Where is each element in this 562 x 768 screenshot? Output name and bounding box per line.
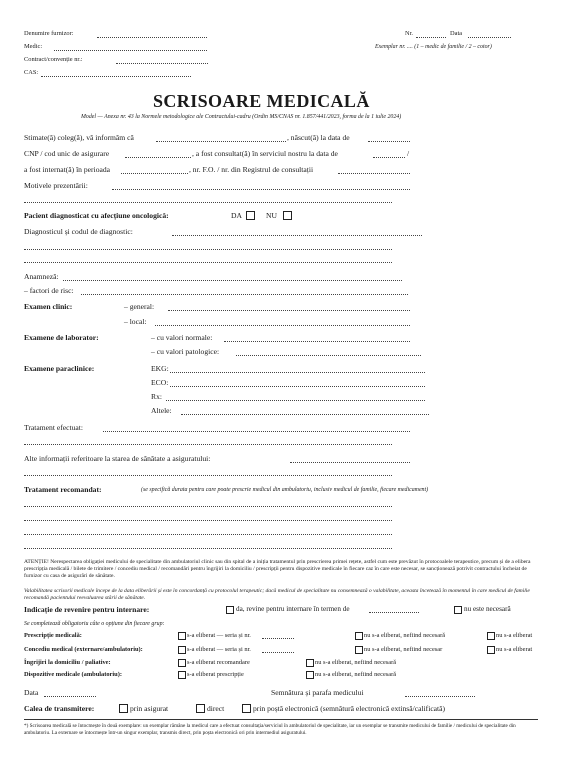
alte-info-field-2[interactable] bbox=[24, 475, 392, 476]
concediu-neeliberat-checkbox[interactable] bbox=[487, 646, 495, 654]
completare-note: Se completează obligatoriu câte o opțiune din fiecare grup: bbox=[24, 621, 165, 627]
concediu-eliberat-checkbox[interactable] bbox=[178, 646, 186, 654]
data-label: Data bbox=[450, 30, 463, 37]
patient-name-field[interactable] bbox=[156, 141, 286, 142]
dispozitive-nenecesara-checkbox[interactable] bbox=[306, 671, 314, 679]
prescriptie-neeliberat-checkbox[interactable] bbox=[487, 632, 495, 640]
ingrijiri-nenecesara-checkbox[interactable] bbox=[306, 659, 314, 667]
contract-label: Contract/convenție nr.: bbox=[24, 56, 83, 63]
rx-label: Rx: bbox=[151, 392, 162, 401]
ingrijiri-nenecesara-label: nu s-a eliberat, nefiind necesară bbox=[315, 659, 397, 666]
clinic-general-field[interactable] bbox=[168, 310, 410, 311]
concediu-nenecesar-checkbox[interactable] bbox=[355, 646, 363, 654]
prescriptie-label: Prescripție medicală: bbox=[24, 632, 82, 639]
revenire-da-label: da, revine pentru internare în termen de bbox=[236, 605, 350, 613]
lab-patologice-field[interactable] bbox=[236, 355, 421, 356]
eco-field[interactable] bbox=[170, 386, 425, 387]
exemplar-note: Exemplar nr. .... (1 – medic de familie / 2 – cotor) bbox=[375, 44, 492, 50]
oncologic-da-label: DA bbox=[231, 211, 242, 220]
paraclinice-label: Examene paraclinice: bbox=[24, 364, 95, 373]
revenire-da-checkbox[interactable] bbox=[226, 606, 234, 614]
concediu-label: Concediu medical (externare/ambulatoriu): bbox=[24, 646, 143, 653]
ekg-field[interactable] bbox=[170, 372, 425, 373]
transmitere-label: Calea de transmitere: bbox=[24, 704, 95, 713]
alte-info-field[interactable] bbox=[290, 462, 410, 463]
ekg-label: EKG: bbox=[151, 364, 169, 373]
oncologic-nu-checkbox[interactable] bbox=[283, 211, 292, 220]
diagnostic-field[interactable] bbox=[172, 235, 422, 236]
recomandat-field-1[interactable] bbox=[24, 506, 392, 507]
clinic-label: Examen clinic: bbox=[24, 302, 73, 311]
prescriptie-eliberat-label: s-a eliberat — seria și nr. bbox=[187, 632, 251, 639]
rx-field[interactable] bbox=[166, 400, 425, 401]
alte-info-label: Alte informații referitoare la starea de sănătate a asiguratului: bbox=[24, 454, 211, 463]
lab-normale-field[interactable] bbox=[224, 341, 410, 342]
tratament-recomandat-note: (se specifică durata pentru care poate prescrie medicul din ambulatoriu, inclusiv medicul de familie, fiecare medicament) bbox=[141, 487, 429, 493]
birth-date-field[interactable] bbox=[368, 141, 410, 142]
ingrijiri-label: Îngrijiri la domiciliu / paliative: bbox=[24, 659, 111, 666]
fo-number-field[interactable] bbox=[338, 173, 410, 174]
cas-field[interactable] bbox=[41, 76, 191, 77]
dispozitive-nenecesara-label: nu s-a eliberat, nefiind necesară bbox=[315, 671, 397, 678]
semnatura-field[interactable] bbox=[405, 696, 475, 697]
cas-label: CAS: bbox=[24, 69, 39, 76]
factori-label: – factori de risc: bbox=[24, 286, 74, 295]
intro-line2-a: CNP / cod unic de asigurare bbox=[24, 149, 110, 158]
dispozitive-label: Dispozitive medicale (ambulatoriu): bbox=[24, 671, 122, 678]
page-title: SCRISOARE MEDICALĂ bbox=[153, 91, 370, 111]
recomandat-field-2[interactable] bbox=[24, 520, 392, 521]
prescriptie-eliberat-checkbox[interactable] bbox=[178, 632, 186, 640]
medic-field[interactable] bbox=[54, 50, 207, 51]
motive-field-2[interactable] bbox=[24, 202, 392, 203]
recomandat-field-3[interactable] bbox=[24, 534, 392, 535]
nr-label: Nr. bbox=[405, 30, 413, 37]
lab-normale-label: – cu valori normale: bbox=[151, 333, 213, 342]
cnp-field[interactable] bbox=[125, 157, 191, 158]
motive-field[interactable] bbox=[112, 189, 410, 190]
clinic-general-label: – general: bbox=[124, 302, 155, 311]
tratament-recomandat-label: Tratament recomandat: bbox=[24, 485, 102, 494]
prin-asigurat-label: prin asigurat bbox=[130, 704, 169, 713]
footnote-text: *) Scrisoarea medicală se întocmește în două exemplare: un exemplar rămâne la medicul care a efectuat consultația/serviciul în ambulatoriul de specialitate, iar un exemplar se transmite medicului de familie / medicului de specialitate din ambulatoriu. La externare se întocmește într-un singur exemplar, transmis direct, prin poșta electronică ori prin intermediul asiguratului. bbox=[24, 723, 516, 736]
factori-field[interactable] bbox=[81, 294, 408, 295]
oncologic-da-checkbox[interactable] bbox=[246, 211, 255, 220]
revenire-label: Indicație de revenire pentru internare: bbox=[24, 605, 150, 614]
dispozitive-eliberat-checkbox[interactable] bbox=[178, 671, 186, 679]
revenire-termen-field[interactable] bbox=[369, 612, 419, 613]
prescriptie-seria-field[interactable] bbox=[262, 638, 294, 639]
laborator-label: Examene de laborator: bbox=[24, 333, 99, 342]
concediu-eliberat-label: s-a eliberat — seria și nr. bbox=[187, 646, 251, 653]
clinic-local-label: – local: bbox=[124, 317, 147, 326]
furnizor-field[interactable] bbox=[97, 37, 207, 38]
concediu-nenecesar-label: nu s-a eliberat, nefiind necesar bbox=[364, 646, 443, 653]
recomandat-field-4[interactable] bbox=[24, 548, 392, 549]
direct-label: direct bbox=[207, 704, 225, 713]
footer-data-field[interactable] bbox=[44, 696, 96, 697]
intro-line2-b: , a fost consultat(ă) în serviciul nostru la data de bbox=[192, 149, 338, 158]
diagnostic-field-3[interactable] bbox=[24, 262, 392, 263]
posta-checkbox[interactable] bbox=[242, 704, 251, 713]
prescriptie-nenecesara-checkbox[interactable] bbox=[355, 632, 363, 640]
tratament-efectuat-field-2[interactable] bbox=[24, 444, 392, 445]
internare-period-field[interactable] bbox=[121, 173, 188, 174]
intro-line2-c: / bbox=[407, 149, 410, 158]
tratament-efectuat-label: Tratament efectuat: bbox=[24, 423, 83, 432]
intro-line3-a: a fost internat(ă) în perioada bbox=[24, 165, 111, 174]
concediu-neeliberat-label: nu s-a eliberat bbox=[496, 646, 533, 653]
direct-checkbox[interactable] bbox=[196, 704, 205, 713]
prescriptie-nenecesara-label: nu s-a eliberat, nefiind necesară bbox=[364, 632, 446, 639]
diagnostic-label: Diagnosticul și codul de diagnostic: bbox=[24, 227, 133, 236]
model-line: Model — Anexa nr. 43 la Normele metodologice ale Contractului-cadru (Ordin MS/CNAS nr. 1.857/441/2023, forma de la 1 iulie 2024) bbox=[81, 114, 402, 120]
atentie-text: ATENȚIE! Nerespectarea obligației medicului de specialitate din ambulatoriul clinic sau din spital de a iniția tratamentul prin prescrierea primei rețete, astfel cum este prevăzut în protocoalele terapeutice, precum și de a elibera prescripția medicală / bilete de trimitere / concediu medical / recomandări pentru îngrijiri la domiciliu / prescripții pentru dispozitive medicale în fiecare caz în care este necesar, se sancționează potrivit contractului încheiat de furnizor cu casa de asigurări de sănătate. bbox=[24, 559, 531, 580]
ingrijiri-eliberat-checkbox[interactable] bbox=[178, 659, 186, 667]
intro-line3-b: , nr. F.O. / nr. din Registrul de consultații bbox=[189, 165, 314, 174]
data-field[interactable] bbox=[468, 37, 511, 38]
revenire-nu-checkbox[interactable] bbox=[454, 606, 462, 614]
medic-label: Medic: bbox=[24, 43, 43, 50]
nr-field[interactable] bbox=[416, 37, 446, 38]
prin-asigurat-checkbox[interactable] bbox=[119, 704, 128, 713]
altele-label: Altele: bbox=[151, 406, 172, 415]
anamneza-label: Anamneză: bbox=[24, 272, 59, 281]
contract-field[interactable] bbox=[116, 63, 208, 64]
motive-label: Motivele prezentării: bbox=[24, 181, 88, 190]
dispozitive-eliberat-label: s-a eliberat prescripție bbox=[187, 671, 244, 678]
tratament-efectuat-field[interactable] bbox=[103, 431, 410, 432]
oncologic-nu-label: NU bbox=[266, 211, 277, 220]
revenire-nu-label: nu este necesară bbox=[464, 605, 511, 613]
diagnostic-field-2[interactable] bbox=[24, 249, 392, 250]
footer-data-label: Data bbox=[24, 688, 39, 697]
prescriptie-neeliberat-label: nu s-a eliberat bbox=[496, 632, 533, 639]
posta-label: prin poștă electronică (semnătură electronică extinsă/calificată) bbox=[253, 704, 446, 713]
ingrijiri-eliberat-label: s-a eliberat recomandare bbox=[187, 659, 250, 666]
lab-patologice-label: – cu valori patologice: bbox=[151, 347, 220, 356]
intro-line1-a: Stimate(ă) coleg(ă), vă informăm că bbox=[24, 133, 134, 142]
clinic-local-field[interactable] bbox=[155, 325, 410, 326]
concediu-seria-field[interactable] bbox=[262, 652, 294, 653]
oncologic-label: Pacient diagnosticat cu afecțiune oncologică: bbox=[24, 211, 169, 220]
semnatura-label: Semnătura și parafa medicului bbox=[271, 688, 364, 697]
valabilitate-text: Valabilitatea scrisorii medicale începe de la data eliberării și este în concordanță cu protocolul terapeutic; dacă medicul de specialitate nu consemnează o valabilitate, aceasta încetează în momentul în care medicul de familie recomandă pacientului reevaluarea stării de sănătate. bbox=[24, 588, 530, 602]
consult-date-field[interactable] bbox=[373, 157, 405, 158]
eco-label: ECO: bbox=[151, 378, 169, 387]
footnote-divider bbox=[24, 719, 538, 720]
altele-field[interactable] bbox=[181, 414, 429, 415]
anamneza-field[interactable] bbox=[63, 280, 402, 281]
intro-line1-b: , născut(ă) la data de bbox=[287, 133, 350, 142]
furnizor-label: Denumire furnizor: bbox=[24, 30, 74, 37]
